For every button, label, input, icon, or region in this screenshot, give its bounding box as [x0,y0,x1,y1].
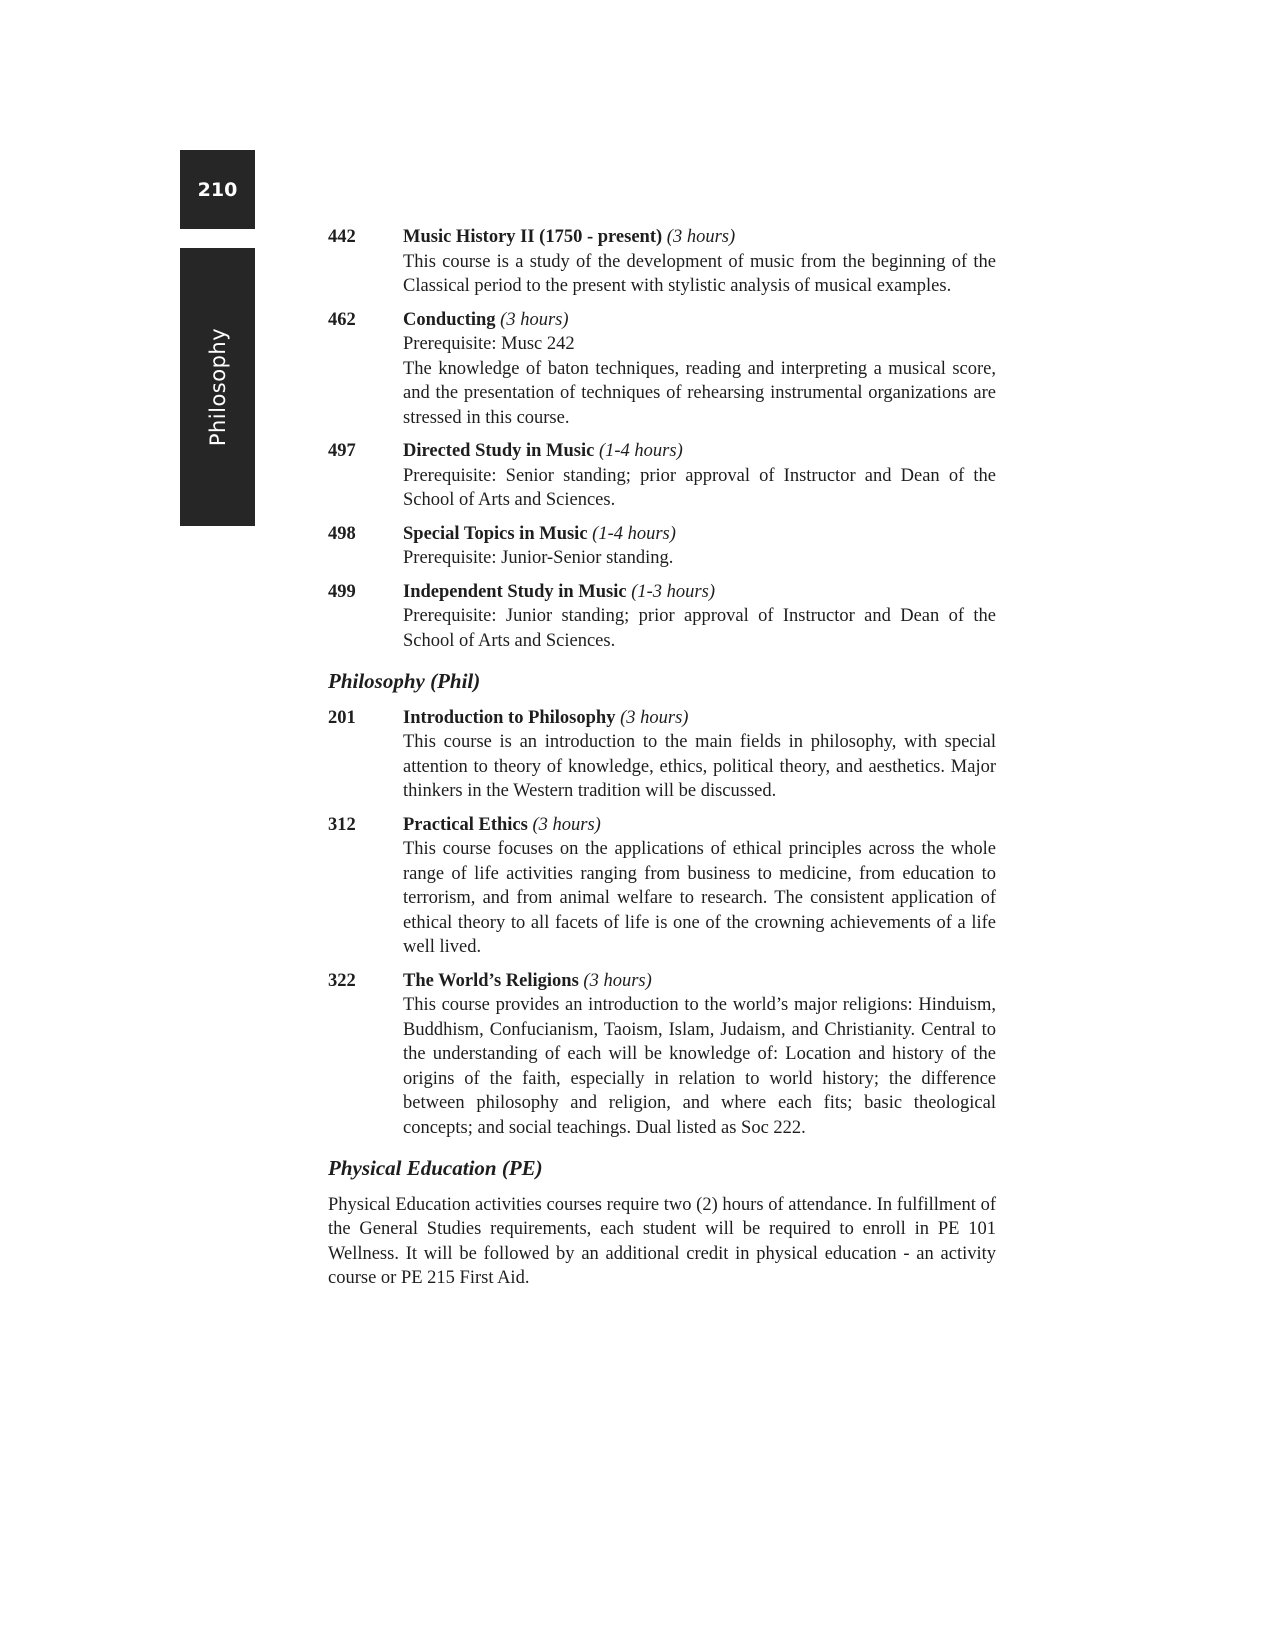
course-number: 498 [328,523,356,544]
course-description: The knowledge of baton techniques, reading and interpreting a musical score, and the presentation of techniques of rehearsing instrumental organizations are stressed in this course. [403,358,996,428]
course-entry [328,813,996,960]
course-title: The World’s Religions [403,970,579,991]
course-entry [328,969,996,1141]
course-description: This course is an introduction to the main fields in philosophy, with special attention to theory of knowledge, ethics, political theory, and aesthetics. Major thinkers in the Western tradition will be discussed. [403,732,996,801]
page-number: 210 [197,178,238,201]
course-entry [328,439,996,513]
course-body [403,522,996,571]
course-hours: (1-3 hours) [631,581,715,602]
course-number: 499 [328,581,356,602]
course-description: This course is a study of the development of music from the beginning of the Classical period to the present with stylistic analysis of musical examples. [403,251,996,296]
course-title: Conducting [403,309,496,330]
course-hours: (3 hours) [532,814,601,835]
section-tab [180,248,255,526]
course-number: 201 [328,707,356,728]
course-title: Special Topics in Music [403,523,588,544]
course-body [403,969,996,1141]
course-title: Introduction to Philosophy [403,707,616,728]
course-prerequisite: Prerequisite: Junior standing; prior approval of Instructor and Dean of the School of Arts and Sciences. [403,606,996,651]
course-entry [328,706,996,804]
page-number-tab [180,150,255,229]
course-prerequisite: Prerequisite: Senior standing; prior approval of Instructor and Dean of the School of Arts and Sciences. [403,465,996,510]
physical-education-paragraph: Physical Education activities courses require two (2) hours of attendance. In fulfillment of the General Studies requirements, each student will be required to enroll in PE 101 Wellness. It will be followed by an additional credit in physical education - an activity course or PE 215 First Aid. [328,1194,996,1288]
course-number: 442 [328,227,356,247]
course-hours: (3 hours) [500,309,569,330]
course-title: Music History II (1750 - present) [403,227,663,247]
course-hours: (1-4 hours) [592,523,676,544]
course-hours: (3 hours) [666,227,736,247]
course-title: Practical Ethics [403,814,528,835]
course-number: 322 [328,970,356,991]
course-hours: (1-4 hours) [598,441,683,461]
course-hours: (3 hours) [583,970,652,991]
course-body [403,580,996,654]
course-number: 462 [328,309,356,330]
course-entry [328,308,996,431]
course-description: This course provides an introduction to the world’s major religions: Hinduism, Buddhism, Confucianism, Taoism, Islam, Judaism, and Christianity. Central to the understanding of each will be knowledge of: Location and history of the origins of the faith, especially in relation to world history; the difference between philosophy and religion, and where each fits; basic theological concepts; and social teachings. Dual listed as Soc 222. [403,995,996,1138]
course-body [403,225,996,299]
section-heading-philosophy: Philosophy (Phil) [328,669,481,693]
course-prerequisite: Prerequisite: Junior-Senior standing. [403,548,674,568]
course-title: Independent Study in Music [403,581,627,602]
page-content [328,225,996,1291]
course-prerequisite: Prerequisite: Musc 242 [403,334,575,354]
section-heading-physical-education: Physical Education (PE) [328,1156,543,1180]
course-title: Directed Study in Music [403,441,595,461]
course-number: 312 [328,814,356,835]
course-entry [328,522,996,571]
course-body [403,439,996,513]
course-entry [328,580,996,654]
course-entry [328,225,996,299]
course-number: 497 [328,441,356,461]
course-body [403,813,996,960]
section-tab-label: Philosophy [205,327,230,447]
course-description: This course focuses on the applications of ethical principles across the whole range of life activities ranging from business to medicine, from education to terrorism, and from animal welfare to research. The consistent application of ethical theory to all facets of life is one of the crowning achievements of a life well lived. [403,839,996,957]
course-hours: (3 hours) [620,707,689,728]
course-body [403,706,996,804]
course-body [403,308,996,431]
